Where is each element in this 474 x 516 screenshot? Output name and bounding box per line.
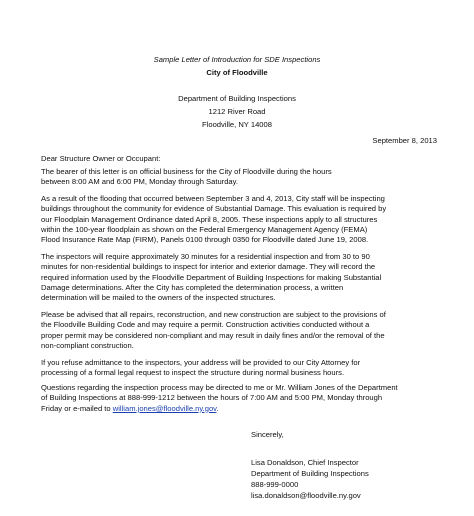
paragraph-purpose bbox=[41, 167, 441, 188]
signature-department: Department of Building Inspections bbox=[251, 469, 369, 478]
salutation: Dear Structure Owner or Occupant: bbox=[41, 154, 161, 163]
paragraph-line: of Building Inspections at 888-999-1212 between the hours of 7:00 AM and 5:00 PM, Monday through bbox=[41, 393, 383, 403]
signature-email: lisa.donaldson@floodville.ny.gov bbox=[251, 491, 361, 500]
paragraph-line: the Floodville Building Code and may require a permit. Construction activities conducted without a bbox=[41, 320, 370, 330]
paragraph-line: determination will be mailed to the owners of the inspected structures. bbox=[41, 293, 276, 303]
paragraph-line: Damage determinations. After the City has completed the determination process, a written bbox=[41, 282, 344, 292]
paragraph-line: Questions regarding the inspection process may be directed to me or Mr. William Jones of the Department bbox=[41, 383, 398, 392]
contact-email-link[interactable]: william.jones@floodville.ny.gov bbox=[112, 403, 217, 413]
paragraph-line: non-compliant construction. bbox=[41, 340, 134, 350]
closing: Sincerely, bbox=[251, 430, 284, 439]
paragraph-line-with-email bbox=[41, 404, 441, 414]
paragraph-line: buildings throughout the community for evidence of Substantial Damage. This evaluation is required by bbox=[41, 204, 387, 214]
address-department: Department of Building Inspections bbox=[178, 94, 296, 103]
paragraph-line: The bearer of this letter is on official business for the City of Floodville during the hours bbox=[41, 167, 332, 176]
paragraph-line: within the 100-year floodplain as shown on the Federal Emergency Management Agency (FEMA) bbox=[41, 224, 368, 234]
paragraph-line: required information used by the Floodville Department of Building Inspections for making Substantial bbox=[41, 272, 382, 282]
paragraph-line: minutes for non-residential buildings to inspect for interior and exterior damage. They will record the bbox=[41, 262, 376, 272]
paragraph-line: proper permit may be considered non-compliant and may result in daily fines and/or the removal of the bbox=[41, 330, 385, 340]
paragraph-line: If you refuse admittance to the inspectors, your address will be provided to our City Attorney for bbox=[41, 358, 361, 367]
paragraph-line: As a result of the flooding that occurred between September 3 and 4, 2013, City staff will be inspecting bbox=[41, 194, 385, 203]
paragraph-refusal bbox=[41, 358, 441, 379]
paragraph-line: our Floodplain Management Ordinance dated April 8, 2005. These inspections apply to all structures bbox=[41, 214, 378, 224]
address-city-state-zip: Floodville, NY 14008 bbox=[202, 120, 272, 129]
paragraph-questions bbox=[41, 383, 441, 414]
paragraph-line: Flood Insurance Rate Map (FIRM), Panels 0100 through 0350 for Floodville dated June 19, 2008. bbox=[41, 235, 369, 245]
city-heading: City of Floodville bbox=[206, 68, 268, 77]
paragraph-line: processing of a formal legal request to inspect the structure during normal business hours. bbox=[41, 368, 345, 378]
signature-name-title: Lisa Donaldson, Chief Inspector bbox=[251, 458, 359, 467]
letter-caption: Sample Letter of Introduction for SDE Inspections bbox=[153, 55, 321, 64]
paragraph-flooding bbox=[41, 194, 441, 245]
email-suffix-text: . bbox=[216, 403, 219, 413]
paragraph-line: The inspectors will require approximately 30 minutes for a residential inspection and from 30 to 90 bbox=[41, 252, 370, 261]
paragraph-line: Please be advised that all repairs, reconstruction, and new construction are subject to the provisions of bbox=[41, 310, 386, 319]
paragraph-permits bbox=[41, 310, 441, 351]
paragraph-inspection-time bbox=[41, 252, 441, 303]
letter-date: September 8, 2013 bbox=[372, 136, 437, 145]
email-prefix-text: Friday or e-mailed to bbox=[41, 403, 113, 413]
paragraph-line: between 8:00 AM and 6:00 PM, Monday through Saturday. bbox=[41, 177, 238, 187]
address-street: 1212 River Road bbox=[208, 107, 266, 116]
signature-phone: 888-999-0000 bbox=[251, 480, 299, 489]
